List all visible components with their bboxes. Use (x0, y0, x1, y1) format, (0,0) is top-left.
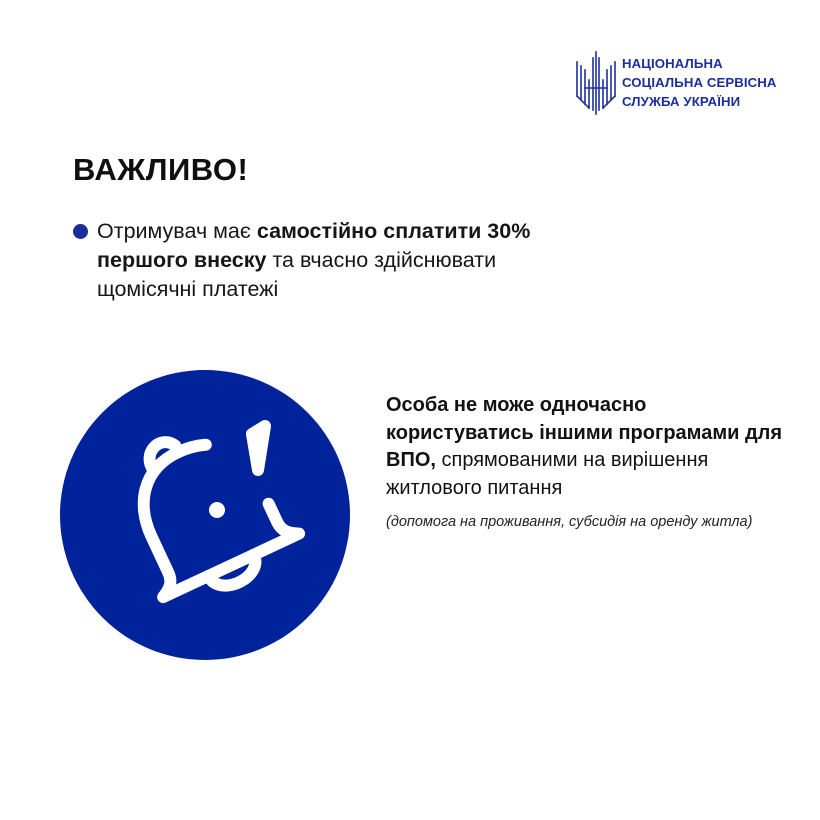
info-bold: Особа не може одночасно користуватись іншими програмами для ВПО, (386, 394, 783, 471)
bullet-text (97, 217, 567, 304)
bell-alert-icon (60, 370, 350, 660)
logo-line-1: НАЦІОНАЛЬНА (622, 56, 723, 71)
info-main-text (386, 392, 786, 502)
logo-text (622, 54, 777, 111)
logo-line-2: СОЦІАЛЬНА СЕРВІСНА (622, 75, 777, 90)
bullet-text-part1: Отримувач має (97, 219, 257, 243)
bullet-text-part2: та вчасно здійснювати щомісячні платежі (97, 248, 497, 301)
trident-emblem-icon (574, 50, 618, 116)
info-note: (допомога на проживання, субсидія на оренду житла) (386, 514, 753, 530)
logo-line-3: СЛУЖБА УКРАЇНИ (622, 94, 741, 109)
nssu-logo (574, 50, 777, 116)
info-regular: спрямованими на вирішення житлового питання (386, 449, 709, 499)
page-heading: ВАЖЛИВО! (73, 152, 249, 187)
bullet-dot (73, 224, 88, 239)
info-block (386, 392, 786, 533)
bullet-text-bold: самостійно сплатити 30% першого внеску (97, 219, 531, 272)
